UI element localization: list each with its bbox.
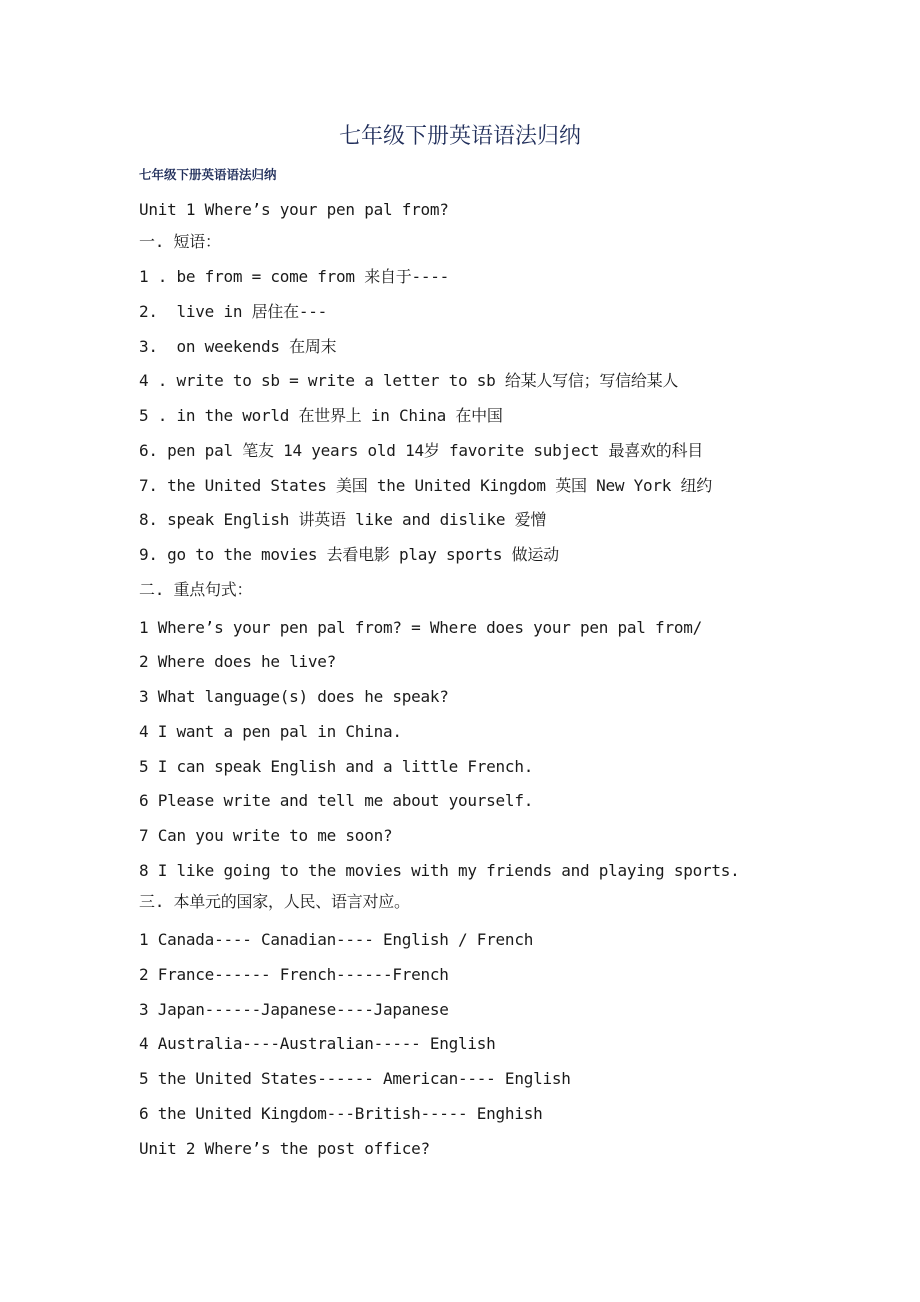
section-countries-heading: 三. 本单元的国家，人民、语言对应。 [139, 892, 410, 911]
phrase-item: 8. speak English 讲英语 like and dislike 爱憎 [139, 510, 547, 529]
unit-2-heading: Unit 2 Where’s the post office? [139, 1139, 430, 1158]
phrase-item: 6. pen pal 笔友 14 years old 14岁 favorite subject 最喜欢的科目 [139, 441, 703, 460]
phrase-item: 3. on weekends 在周末 [139, 337, 337, 356]
sentence-item: 7 Can you write to me soon? [139, 826, 393, 845]
section-phrases-heading: 一. 短语： [139, 232, 221, 251]
phrase-item: 5 . in the world 在世界上 in China 在中国 [139, 406, 503, 425]
sentence-item: 6 Please write and tell me about yourself. [139, 791, 534, 810]
sentence-item: 3 What language(s) does he speak? [139, 687, 449, 706]
document-subtitle: 七年级下册英语语法归纳 [139, 167, 277, 182]
country-item: 6 the United Kingdom---British----- Enghish [139, 1104, 543, 1123]
document-title: 七年级下册英语语法归纳 [338, 124, 581, 149]
phrase-item: 7. the United States 美国 the United Kingdom 英国 New York 纽约 [139, 476, 713, 495]
country-item: 4 Australia----Australian----- English [139, 1034, 496, 1053]
country-item: 2 France------ French------French [139, 965, 449, 984]
phrase-item: 4 . write to sb = write a letter to sb 给某人写信；写信给某人 [139, 371, 679, 390]
country-item: 5 the United States------ American---- English [139, 1069, 571, 1088]
sentence-item: 2 Where does he live? [139, 652, 337, 671]
phrase-item: 1 . be from = come from 来自于---- [139, 267, 449, 286]
country-item: 1 Canada---- Canadian---- English / French [139, 930, 534, 949]
unit-1-heading: Unit 1 Where’s your pen pal from? [139, 200, 449, 219]
section-sentences-heading: 二. 重点句式： [139, 580, 253, 599]
sentence-item: 8 I like going to the movies with my friends and playing sports. [139, 861, 740, 880]
sentence-item: 5 I can speak English and a little French. [139, 757, 534, 776]
country-item: 3 Japan------Japanese----Japanese [139, 1000, 449, 1019]
phrase-item: 2. live in 居住在--- [139, 302, 327, 321]
sentence-item: 4 I want a pen pal in China. [139, 722, 402, 741]
phrase-item: 9. go to the movies 去看电影 play sports 做运动 [139, 545, 559, 564]
sentence-item: 1 Where’s your pen pal from? = Where does your pen pal from/ [139, 618, 702, 637]
